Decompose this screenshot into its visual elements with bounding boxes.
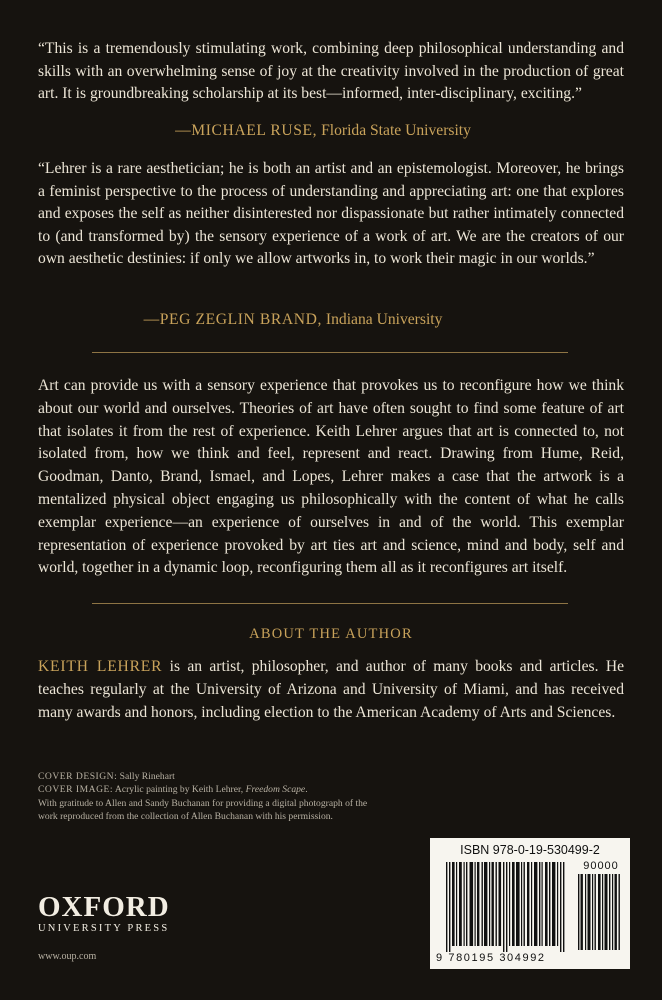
isbn-barcode — [430, 838, 630, 969]
attribution-affiliation: Indiana University — [322, 311, 443, 328]
publisher-website: www.oup.com — [38, 951, 97, 962]
about-author-heading: ABOUT THE AUTHOR — [249, 626, 413, 642]
cover-image-credit — [38, 783, 383, 796]
quote-attribution-brand — [0, 311, 586, 329]
credit-label: COVER DESIGN: — [38, 771, 118, 782]
ean-digits: 9 780195 304992 — [436, 952, 546, 964]
credit-label: COVER IMAGE: — [38, 784, 114, 796]
cover-credits — [38, 770, 383, 824]
divider-rule — [92, 603, 568, 604]
author-bio — [38, 656, 624, 724]
attribution-affiliation: Florida State University — [317, 122, 471, 139]
ean-barcode-bars — [438, 862, 574, 952]
attribution-name: —MICHAEL RUSE, — [175, 122, 318, 139]
review-quote-brand: “Lehrer is a rare aesthetician; he is both an artist and an epistemologist. Moreover, he brings a feminist perspective to the process of understanding and appreciating art: one that explores and exposes the self as neither disinterested nor dispassionate but rather intimately connected to (and transformed by) the sensory experience of a work of art. We are the creators of our own aesthetic destinies: if only we allow artworks in, to work their magic in our worlds.” — [38, 160, 624, 268]
logo-subtitle: UNIVERSITY PRESS — [38, 923, 170, 934]
author-name: KEITH LEHRER — [38, 658, 163, 675]
logo-wordmark: OXFORD — [38, 891, 170, 923]
isbn-number: ISBN 978-0-19-530499-2 — [460, 843, 600, 857]
oxford-logo — [38, 892, 188, 934]
divider-rule — [92, 352, 568, 353]
book-description: Art can provide us with a sensory experience that provokes us to reconfigure how we think about our world and ourselves. Theories of art have often sought to find some feature of art that isolates it from the rest of experience. Keith Lehrer argues that art is connected to, not isolated from, how we think and feel, represent and react. Drawing from Hume, Reid, Goodman, Danto, Brand, Ismael, and Lopes, Lehrer makes a case that the artwork is a mentalized physical object engaging us philosophically with the content of what he calls exemplar experience—an experience of ourselves in and of the world. This exemplar representation of experience provoked by art ties art and science, mind and body, self and world, together in a dynamic loop, reconfiguring them all as it reconfigures art itself. — [38, 377, 624, 577]
attribution-name: —PEG ZEGLIN BRAND, — [143, 311, 323, 328]
price-addon-digits: 90000 — [583, 860, 619, 872]
gratitude-note: With gratitude to Allen and Sandy Buchanan for providing a digital photograph of the work reproduced from the collection of Allen Buchanan with his permission. — [38, 797, 368, 823]
author-bio-text: is an artist, philosopher, and author of many books and articles. He teaches regularly at the University of Arizona and University of Miami, and has received many awards and honors, including election to the American Academy of Arts and Sciences. — [38, 658, 625, 721]
review-quote-ruse: “This is a tremendously stimulating work, combining deep philosophical understanding and skills with an overwhelming sense of joy at the creativity involved in the production of great art. It is groundbreaking scholarship at its best—informed, inter-disciplinary, exciting.” — [38, 40, 624, 103]
credit-value: Acrylic painting by Keith Lehrer, — [113, 784, 246, 796]
credit-value: Sally Rinehart — [117, 771, 175, 782]
quote-attribution-ruse — [30, 122, 616, 140]
artwork-title: Freedom Scape — [245, 784, 306, 796]
cover-design-credit — [38, 770, 383, 783]
credit-punctuation: . — [305, 784, 308, 796]
price-addon-bars — [576, 874, 624, 950]
